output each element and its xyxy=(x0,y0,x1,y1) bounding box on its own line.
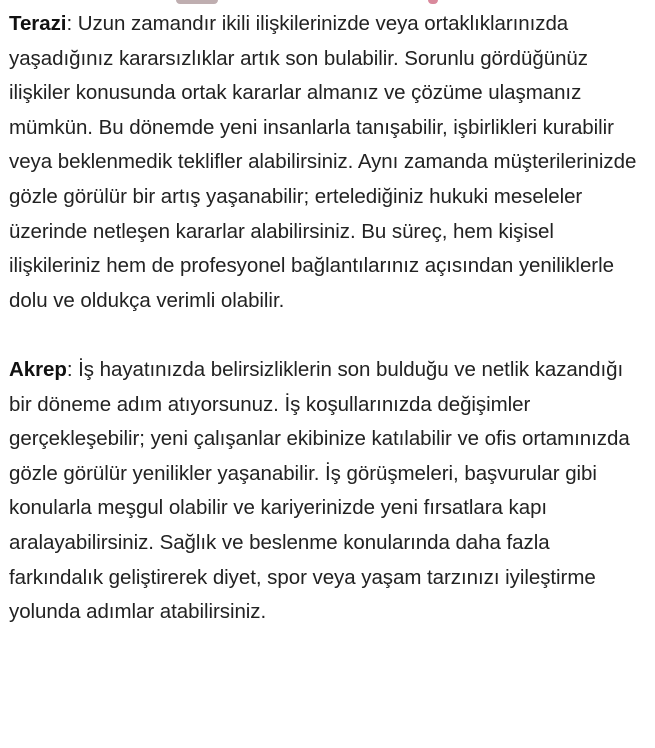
sign-title-terazi: Terazi xyxy=(9,12,67,35)
section-terazi xyxy=(9,7,649,318)
section-akrep xyxy=(9,353,649,630)
section-text-terazi: : Uzun zamandır ikili ilişkilerinizde veya ortaklıklarınızda yaşadığınız kararsızlıklar artık son bulabilir. Sorunlu gördüğünüz ilişkiler konusunda ortak kararlar almanız ve çözüme ulaşmanız mümkün. Bu dönemde yeni insanlarla tanışabilir, işbirlikleri kurabilir veya beklenmedik teklifler alabilirsiniz. Aynı zamanda müşterilerinizde gözle görülür bir artış yaşanabilir; ertelediğiniz hukuki meseleler üzerinde netleşen kararlar alabilirsiniz. Bu süreç, hem kişisel ilişkileriniz hem de profesyonel bağlantılarınız açısından yeniliklerle dolu ve oldukça verimli olabilir. xyxy=(9,12,637,312)
top-decoration-dot xyxy=(428,0,438,4)
top-decoration-fragment xyxy=(176,0,218,4)
horoscope-article xyxy=(9,7,649,630)
sign-title-akrep: Akrep xyxy=(9,357,67,381)
section-text-akrep: : İş hayatınızda belirsizliklerin son bulduğu ve netlik kazandığı bir döneme adım atıyorsunuz. İş koşullarınızda değişimler gerçekleşebilir; yeni çalışanlar ekibinize katılabilir ve ofis ortamınızda gözle görülür yenilikler yaşanabilir. İş görüşmeleri, başvurular gibi konularla meşgul olabilir ve kariyerinizde yeni fırsatlara kapı aralayabilirsiniz. Sağlık ve beslenme konularında daha fazla farkındalık geliştirerek diyet, spor veya yaşam tarzınızı iyileştirme yolunda adımlar atabilirsiniz. xyxy=(9,357,630,624)
